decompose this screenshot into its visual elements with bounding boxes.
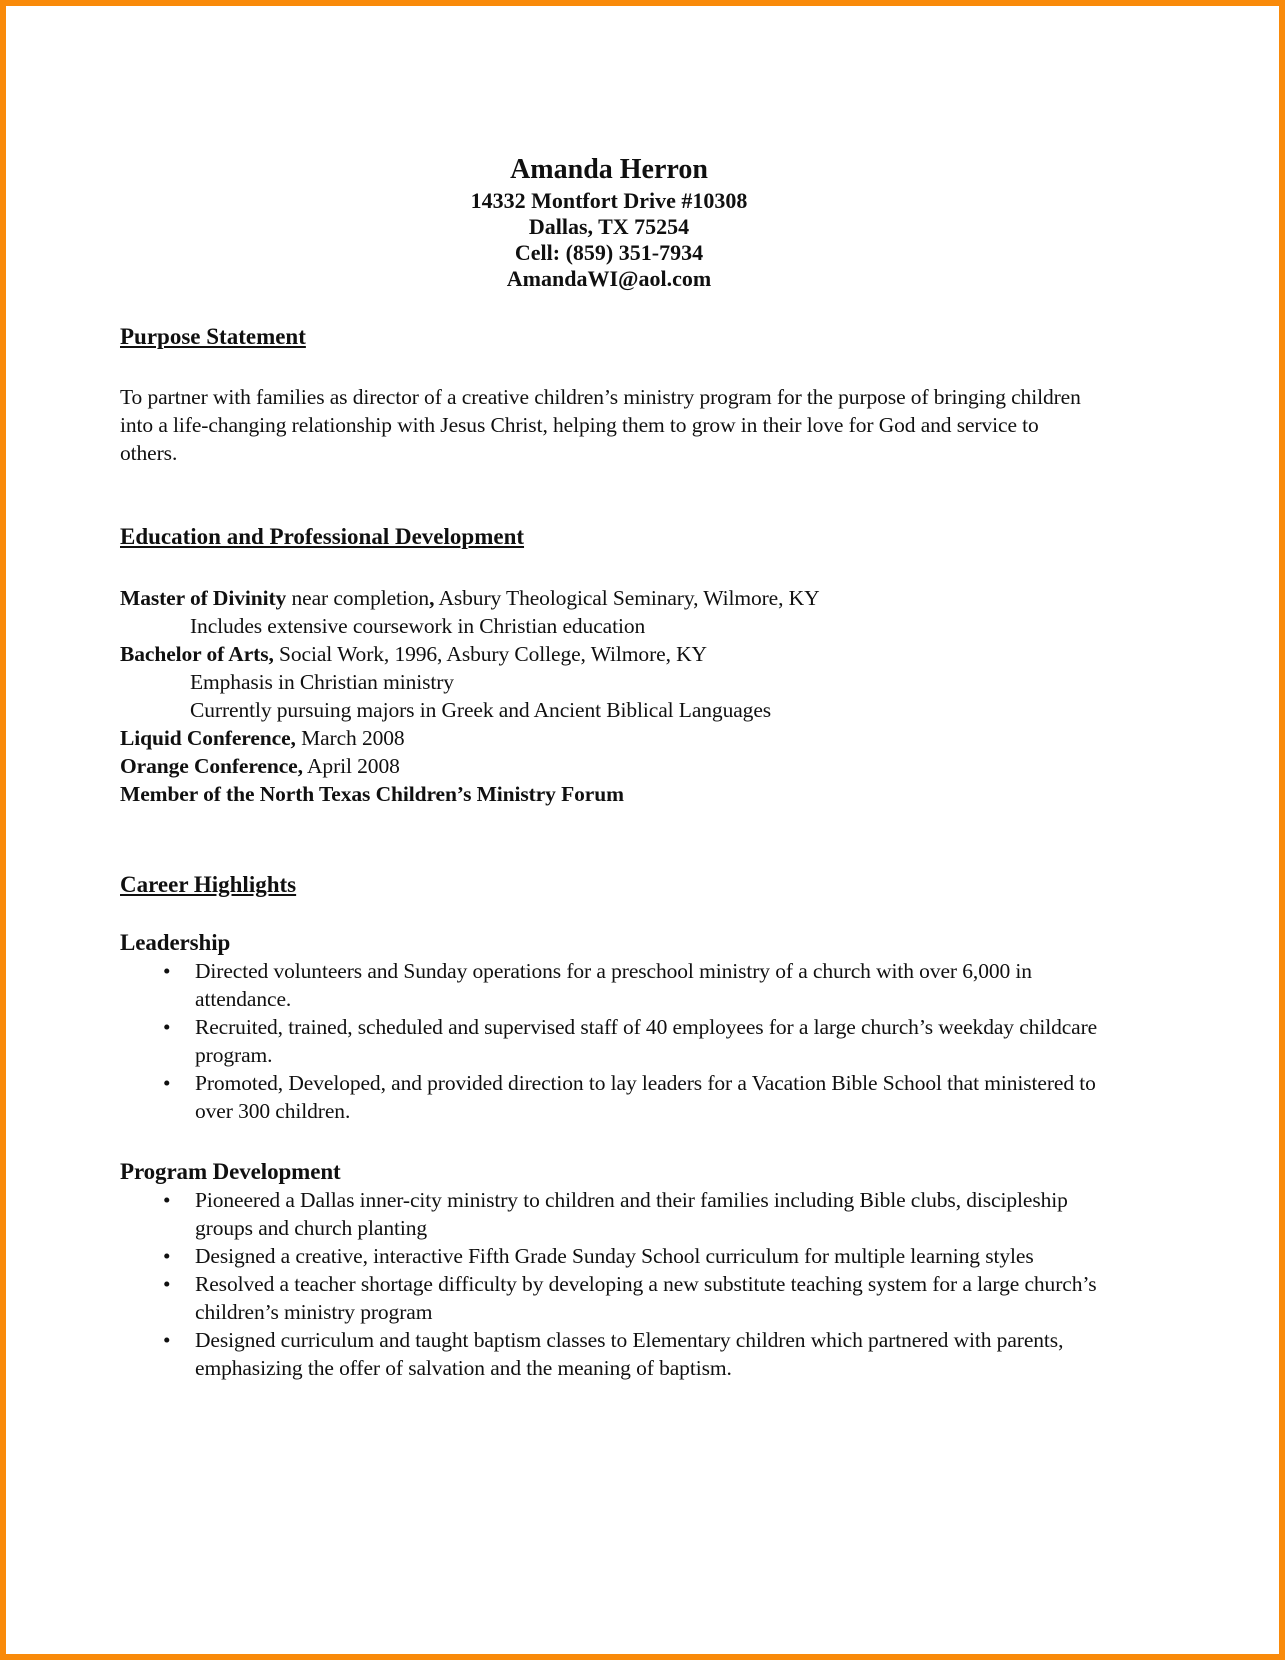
bullet-list [120, 957, 1098, 1125]
education-line-bold-text: Bachelor of Arts, [120, 642, 274, 666]
education-line-bold-text: Member of the North Texas Children’s Ministry Forum [120, 782, 624, 806]
bullet-text: Recruited, trained, scheduled and supervised staff of 40 employees for a large church’s weekday childcare program. [195, 1015, 1098, 1067]
bullet-text: Directed volunteers and Sunday operations for a preschool ministry of a church with over 6,000 in attendance. [195, 959, 1032, 1011]
education-line-text: April 2008 [302, 754, 400, 778]
education-line-bold-text: Orange Conference, [120, 754, 303, 778]
career-groups [120, 929, 1098, 1382]
education-line [120, 640, 1098, 668]
education-heading: Education and Professional Development [120, 524, 525, 549]
purpose-heading: Purpose Statement [120, 324, 306, 349]
bullet-text: Designed a creative, interactive Fifth Grade Sunday School curriculum for multiple learning styles [195, 1244, 1034, 1268]
education-line [120, 668, 1098, 696]
section-purpose-statement [120, 323, 1098, 467]
education-line-text: March 2008 [295, 726, 405, 750]
purpose-text: To partner with families as director of a creative children’s ministry program for the purpose of bringing children into a life-changing relationship with Jesus Christ, helping them to grow in their love for God and service to others. [120, 385, 1081, 465]
education-lines [120, 584, 1098, 808]
education-line-text: Currently pursuing majors in Greek and Ancient Biblical Languages [190, 698, 772, 722]
bullet-item [120, 1270, 1098, 1326]
education-line-bold-text: , [429, 586, 435, 610]
bullet-text: Promoted, Developed, and provided direction to lay leaders for a Vacation Bible School that ministered to over 300 children. [195, 1071, 1096, 1123]
section-career-highlights [120, 871, 1098, 1382]
bullet-icon: • [163, 1328, 171, 1352]
education-line [120, 752, 1098, 780]
bullet-item [120, 957, 1098, 1013]
address-street: 14332 Montfort Drive #10308 [470, 188, 748, 213]
education-line [120, 612, 1098, 640]
education-line [120, 724, 1098, 752]
bullet-icon: • [163, 1272, 171, 1296]
bullet-text: Resolved a teacher shortage difficulty by developing a new substitute teaching system for a large church’s children’s ministry program [195, 1272, 1097, 1324]
bullet-item [120, 1326, 1098, 1382]
education-line-text: near completion [286, 586, 430, 610]
bullet-icon: • [163, 1188, 171, 1212]
career-group-title: Leadership [120, 930, 231, 955]
bullet-icon: • [163, 1071, 171, 1095]
education-line-text: Social Work, 1996, Asbury College, Wilmore, KY [273, 642, 707, 666]
education-line-text: Emphasis in Christian ministry [190, 670, 454, 694]
education-line [120, 696, 1098, 724]
bullet-text: Pioneered a Dallas inner-city ministry to children and their families including Bible clubs, discipleship groups and church planting [195, 1188, 1068, 1240]
bullet-item [120, 1069, 1098, 1125]
education-line-text: Asbury Theological Seminary, Wilmore, KY [434, 586, 820, 610]
bullet-icon: • [163, 1244, 171, 1268]
bullet-item [120, 1242, 1098, 1270]
bullet-item [120, 1013, 1098, 1069]
contact-header [120, 6, 1098, 292]
address-city: Dallas, TX 75254 [528, 214, 690, 239]
education-line-bold-text: Master of Divinity [120, 586, 287, 610]
bullet-text: Designed curriculum and taught baptism classes to Elementary children which partnered with parents, emphasizing the offer of salvation and the meaning of baptism. [195, 1328, 1064, 1380]
career-group [120, 929, 1098, 1125]
career-heading: Career Highlights [120, 872, 297, 897]
education-line [120, 780, 1098, 808]
bullet-list [120, 1186, 1098, 1382]
resume-content [6, 6, 1279, 1382]
education-line-text: Includes extensive coursework in Christian education [190, 614, 646, 638]
bullet-icon: • [163, 959, 171, 983]
education-line-bold-text: Liquid Conference, [120, 726, 296, 750]
bullet-icon: • [163, 1015, 171, 1039]
email-line: AmandaWI@aol.com [506, 266, 712, 291]
bullet-item [120, 1186, 1098, 1242]
career-group-title: Program Development [120, 1159, 341, 1184]
phone-line: Cell: (859) 351-7934 [514, 240, 704, 265]
section-education [120, 523, 1098, 808]
person-name: Amanda Herron [510, 154, 708, 185]
career-group [120, 1158, 1098, 1382]
education-line [120, 584, 1098, 612]
